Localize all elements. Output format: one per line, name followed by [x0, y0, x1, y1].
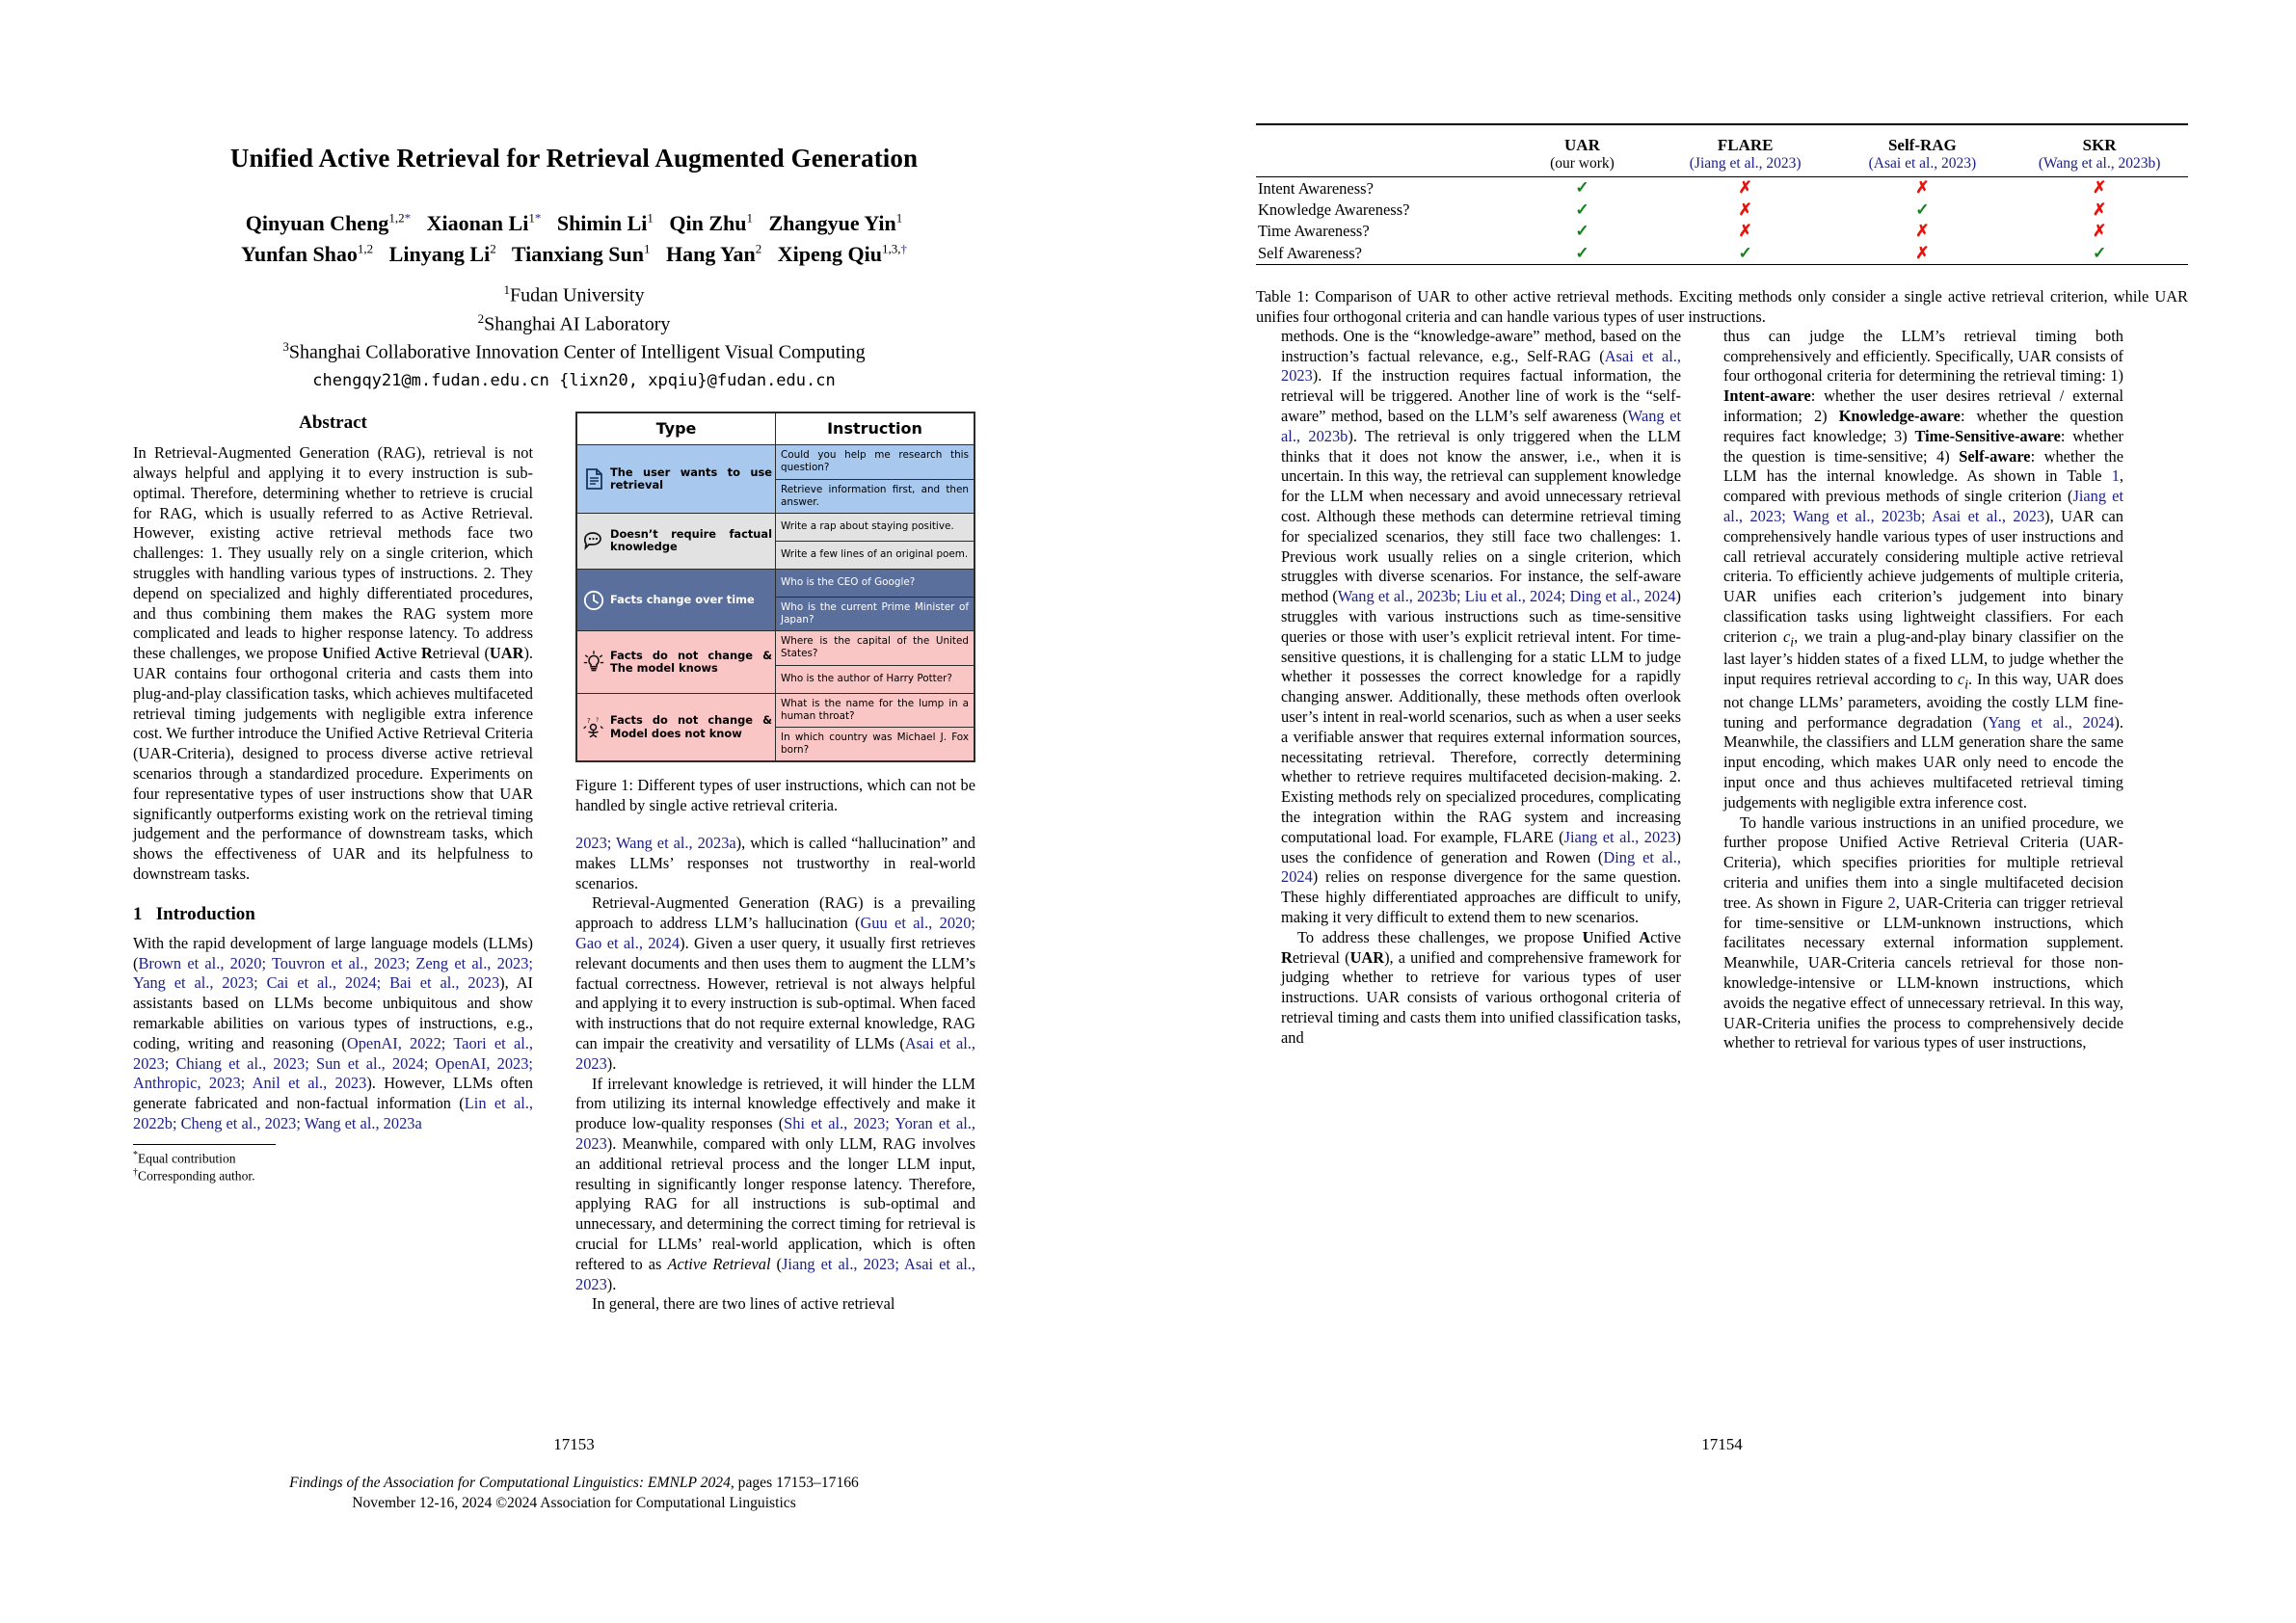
- citation-group[interactable]: Ding et al., 2024: [1281, 847, 1681, 887]
- column-name: Self-RAG: [1887, 136, 1957, 154]
- affiliation-3: [0, 338, 1148, 367]
- footnote-block: [133, 1144, 533, 1184]
- table-1-col-skr: [2011, 131, 2188, 173]
- footnote-rule: [133, 1144, 276, 1145]
- criterion-knowledge-aware: Knowledge-aware: [1838, 407, 1961, 426]
- figure-1-type-cell: [576, 569, 776, 630]
- right-col2-paragraph-1: [1723, 327, 2123, 813]
- corresponding-marker: †: [900, 241, 907, 256]
- author-list: [0, 208, 1148, 270]
- svg-text:?: ?: [596, 716, 600, 724]
- section-title: Introduction: [155, 903, 255, 924]
- figure-1-type-cell: [576, 693, 776, 761]
- citation-group[interactable]: Guu et al., 2020; Gao et al., 2024: [575, 914, 975, 952]
- table-1-header-row: [1256, 131, 2188, 173]
- right-page-columns: [1148, 327, 2296, 1053]
- table-1-cell: ✗: [1915, 243, 1930, 262]
- criterion-self-aware: Self-aware: [1959, 446, 2031, 466]
- figure-1-type-cell: [576, 513, 776, 569]
- author-affil-sup: 2: [755, 241, 762, 256]
- figure-1-type-label: Facts do not change & Model does not know: [610, 713, 772, 740]
- page-range: , pages 17153–17166: [730, 1475, 859, 1491]
- figure-1-instruction-cell: Could you help me research this question?: [776, 445, 975, 479]
- footnote-corresponding-author: [133, 1167, 533, 1184]
- table-1-bottom-rule: [1256, 264, 2188, 269]
- paragraph-text: : whether the user desires retrieval / external information; 2): [1723, 386, 2123, 426]
- paragraph-text: ) uses the confidence of generation and Rowen (: [1281, 827, 1681, 866]
- emphasis-active-retrieval: Active Retrieval: [667, 1254, 771, 1273]
- right-column-1: [1281, 327, 1681, 1053]
- document-icon: [581, 466, 606, 492]
- column-name: UAR: [1564, 136, 1600, 154]
- column-name: FLARE: [1717, 136, 1774, 154]
- paragraph-text: : whether the question is time-sensitive; 4): [1723, 426, 2123, 466]
- author-name: Linyang Li: [388, 242, 491, 267]
- abstract-bold-u: U: [322, 644, 334, 663]
- figure-1-col-header-type: Type: [576, 412, 776, 445]
- page-right: [1148, 0, 2296, 1623]
- page-title: Unified Active Retrieval for Retrieval Augmented Generation: [229, 144, 919, 173]
- paragraph-text: methods. One is the “knowledge-aware” method, based on the instruction’s factual relevance, e.g., Self-RAG (: [1281, 326, 1681, 365]
- footnote-text: Corresponding author.: [138, 1168, 255, 1184]
- table-1-top-rule: [1256, 124, 2188, 131]
- publication-line-2: November 12-16, 2024 ©2024 Association for Computational Linguistics: [352, 1495, 796, 1512]
- figure-1-row-facts-change-over-time: [576, 569, 974, 597]
- page-number-left: 17153: [553, 1435, 595, 1453]
- author-line-2: [0, 239, 1148, 270]
- paragraph-text: thus can judge the LLM’s retrieval timing both comprehensively and efficiently. Specifically, UAR consists of four orthogonal criteria for determining the retrieval timing: 1): [1723, 326, 2123, 386]
- affil-sup: 1: [503, 282, 511, 298]
- table-1-row-label: Self Awareness?: [1258, 243, 1362, 262]
- table-1-cell: ✓: [1575, 178, 1589, 198]
- bold-a: A: [1639, 927, 1651, 946]
- paragraph-text: ).: [606, 1053, 617, 1073]
- left-col2-paragraph-2: [575, 893, 975, 1074]
- math-subscript-i: i: [1790, 634, 1795, 650]
- figure-1-instruction-cell: Who is the current Prime Minister of Japan?: [776, 597, 975, 630]
- affiliations: [0, 281, 1148, 367]
- paragraph-text: ctive: [1650, 927, 1681, 946]
- bold-u: U: [1582, 927, 1594, 946]
- paragraph-text: nified: [1593, 927, 1640, 946]
- figure-reference-link[interactable]: 2: [1887, 892, 1896, 912]
- figure-1-instruction-cell: Write a rap about staying positive.: [776, 513, 975, 541]
- table-1-cell: ✗: [2092, 200, 2107, 219]
- table-1-row-label: Knowledge Awareness?: [1258, 200, 1410, 220]
- figure-1-caption: Figure 1: Different types of user instructions, which can not be handled by single active retrieval criteria.: [575, 776, 975, 815]
- author-name: Tianxiang Sun: [511, 242, 645, 267]
- equal-contrib-marker: *: [404, 211, 412, 226]
- criterion-time-sensitive-aware: Time-Sensitive-aware: [1914, 426, 2061, 445]
- author-name: Zhangyue Yin: [768, 211, 896, 236]
- author-name: Shimin Li: [556, 211, 648, 236]
- affiliation-text: Fudan University: [510, 284, 645, 306]
- column-citation[interactable]: (Jiang et al., 2023): [1689, 155, 1802, 173]
- confused-person-icon: [581, 715, 606, 740]
- abstract-part-4: etrieval (: [432, 644, 490, 663]
- publication-footer: [0, 1473, 1148, 1513]
- paragraph-text: ).: [606, 1274, 617, 1293]
- author-line-1: [0, 208, 1148, 239]
- paragraph-text: ). Meanwhile, compared with only LLM, RAG involves an additional retrieval process and the longer LLM input, resulting in significantly longer response latency. Therefore, applying RAG for all instructions is sub-optimal and unnecessary, and determining the correct timing for retrieval is crucial for LLMs’ real-world application, which is often reftered to as: [575, 1133, 975, 1273]
- abstract-bold-r: R: [420, 644, 433, 663]
- citation-group[interactable]: Jiang et al., 2023; Wang et al., 2023b; Asai et al., 2023: [1723, 487, 2123, 526]
- section-number: 1: [133, 903, 143, 924]
- table-row: [1256, 177, 2188, 200]
- affil-sup: 2: [477, 310, 485, 326]
- lightbulb-icon: [581, 650, 606, 675]
- paragraph-text: To handle various instructions in an unified procedure, we further propose Unified Active Retrieval Criteria (UAR-Criteria), which specifies priorities for multiple retrieval criteria and unifies them into a single multifaceted decision tree. As shown in Figure: [1723, 812, 2123, 912]
- author-name: Hang Yan: [666, 242, 756, 267]
- abstract-part-2: nified: [333, 644, 375, 663]
- math-symbol-c: c: [1783, 626, 1791, 646]
- figure-1-type-cell: [576, 445, 776, 514]
- table-1-cell: ✓: [1575, 243, 1589, 262]
- table-1-wrapper: [1148, 0, 2296, 269]
- math-subscript-i: i: [1964, 677, 1969, 692]
- paragraph-text: ). The retrieval is only triggered when the LLM thinks that it does not know the answer, i.e., when it is uncertain. In this way, the retrieval can supplement knowledge for the LLM when necessary and avoid unnecessary retrieval cost. Although these methods can determine retrieval timing for specialized scenarios, they still face two challenges: 1. Previous work usually relies on a single criterion, which struggles with diverse scenarios. For instance, the self-aware method (: [1281, 426, 1681, 606]
- title-block: [0, 0, 1148, 390]
- figure-1-instruction-cell: In which country was Michael J. Fox born?: [776, 728, 975, 762]
- bold-uar: UAR: [1349, 947, 1385, 967]
- author-affil-sup: 1,2: [388, 211, 405, 226]
- author-name: Qin Zhu: [669, 211, 747, 236]
- paragraph-text: , UAR-Criteria can trigger retrieval for time-sensitive or LLM-unknown instructions, which facilitates necessary external information supplement. Meanwhile, UAR-Criteria cancels retrieval for those non-knowledge-intensive or LLM-known instructions, which avoids the negative effect of unnecessary retrieval. In this way, UAR-Criteria unifies the process to comprehensively decide whether to retrieval for various types of user instructions,: [1723, 892, 2123, 1052]
- paragraph-text: . In this way, UAR does not change LLMs’ parameters, avoiding the costly LLM fine-tuning and performance degradation (: [1723, 670, 2123, 732]
- paragraph-text: etrieval (: [1292, 947, 1350, 967]
- table-1-cell: ✓: [1575, 200, 1589, 219]
- right-col1-paragraph-2: [1281, 928, 1681, 1049]
- speech-bubble-icon: [581, 528, 606, 553]
- publication-line-1: [0, 1473, 1148, 1493]
- author-name: Xipeng Qiu: [777, 242, 882, 267]
- author-affil-sup: 1: [895, 211, 903, 226]
- author-affil-sup: 1,2: [357, 241, 374, 256]
- paragraph-text: ). Meanwhile, the classifiers and LLM generation share the same input encoding, which makes UAR only need to encode the input once and thus achieves multifaceted retrieval timing judgements with negligible extra inference cost.: [1723, 712, 2123, 812]
- author-name: Qinyuan Cheng: [245, 211, 389, 236]
- author-affil-sup: 1: [746, 211, 753, 226]
- citation-group[interactable]: Lin et al., 2022b; Cheng et al., 2023; Wang et al., 2023a: [133, 1094, 533, 1132]
- author-affil-sup: 1: [528, 211, 535, 226]
- citation-group[interactable]: Wang et al., 2023b: [1281, 407, 1681, 445]
- table-row: [1256, 200, 2188, 221]
- page-number-right: 17154: [1701, 1435, 1743, 1453]
- figure-1-instruction-cell: Retrieve information first, and then answer.: [776, 479, 975, 513]
- intro-part-1: With the rapid development of large language models (LLMs) (: [133, 933, 533, 972]
- column-name: SKR: [2082, 136, 2117, 154]
- paragraph-text: ), a unified and comprehensive framework for judging whether to retrieve for various types of user instructions. UAR consists of various orthogonal criteria of retrieval timing and casts them into unified classification tasks, and: [1281, 947, 1681, 1047]
- contact-emails: chengqy21@m.fudan.edu.cn {lixn20, xpqiu}@fudan.edu.cn: [312, 371, 836, 391]
- author-affil-sup: 2: [490, 241, 496, 256]
- table-1-cell: ✓: [1575, 222, 1589, 241]
- citation-group[interactable]: Shi et al., 2023; Yoran et al., 2023: [575, 1114, 975, 1153]
- table-1-row-label: Time Awareness?: [1258, 222, 1370, 241]
- figure-1-row-facts-static-model-unknown: [576, 693, 974, 727]
- citation-group[interactable]: Yang et al., 2024: [1988, 712, 2115, 732]
- footnote-marker: †: [133, 1166, 138, 1178]
- figure-1-row-user-wants-retrieval: [576, 445, 974, 479]
- abstract-part-5: ). UAR contains four orthogonal criteria and casts them into plug-and-play classification tasks, which achieves multifaceted retrieval timing judgements with negligible extra inference cost. We further introduce the Unified Active Retrieval Criteria (UAR-Criteria), designed to process diverse active retrieval scenarios through a standardized procedure. Experiments on four representative types of user instructions show that UAR significantly outperforms existing work on the retrieval timing judgement and the performance of downstream tasks, which shows the effectiveness of UAR and its helpfulness to downstream tasks.: [133, 644, 533, 883]
- clock-icon: [581, 588, 606, 613]
- left-col2-paragraph-3: [575, 1075, 975, 1295]
- footnote-equal-contribution: [133, 1150, 533, 1167]
- figure-1-instruction-cell: Where is the capital of the United States?: [776, 631, 975, 665]
- figure-1-type-label: Facts change over time: [610, 592, 755, 606]
- left-page-columns: [0, 412, 1148, 1315]
- paragraph-text: If irrelevant knowledge is retrieved, it will hinder the LLM from utilizing its internal knowledge effectively and make it produce low-quality responses (: [575, 1074, 975, 1133]
- table-1-cell: ✗: [1915, 178, 1930, 198]
- citation-group[interactable]: Asai et al., 2023: [575, 1033, 975, 1073]
- table-1-col-selfrag: [1834, 131, 2012, 173]
- figure-1-type-label: The user wants to use retrieval: [610, 465, 772, 492]
- svg-text:?: ?: [587, 716, 591, 725]
- equal-contrib-marker: *: [534, 211, 542, 226]
- table-1-cell: ✗: [2092, 178, 2107, 198]
- abstract-text: [133, 443, 533, 885]
- citation-group[interactable]: 2023; Wang et al., 2023a: [575, 833, 736, 852]
- table-1-cell: ✓: [2092, 243, 2107, 262]
- citation-group[interactable]: Wang et al., 2023b; Liu et al., 2024; Ding et al., 2024: [1337, 587, 1676, 606]
- abstract-bold-uar: UAR: [489, 644, 524, 663]
- table-row: [1256, 243, 2188, 265]
- right-col2-paragraph-2: [1723, 813, 2123, 1054]
- figure-1-instruction-cell: Write a few lines of an original poem.: [776, 541, 975, 569]
- table-row: [1256, 221, 2188, 242]
- author-affil-sup: 1: [644, 241, 651, 256]
- intro-part-2: ), AI assistants based on LLMs become unbiquitous and show remarkable abilities on various types of instructions, e.g., coding, writing and reasoning (: [133, 973, 534, 1052]
- figure-1-type-label: Facts do not change & The model knows: [610, 648, 772, 675]
- section-heading-introduction: [133, 903, 533, 926]
- abstract-heading: Abstract: [299, 412, 367, 434]
- paragraph-text: ), UAR can comprehensively handle various types of user instructions and call retrieval accurately considering multiple active retrieval criteria. To efficiently achieve judgements of multiple criteria, UAR unifies each criterion’s judgement into binary classification tasks using lightweight classifiers. For each criterion: [1723, 507, 2123, 646]
- table-1-col-flare: [1657, 131, 1834, 173]
- figure-1: [575, 412, 975, 816]
- figure-1-col-header-instruction: Instruction: [776, 412, 975, 445]
- figure-1-row-no-factual-knowledge: [576, 513, 974, 541]
- column-subtitle: (our work): [1550, 155, 1615, 173]
- right-col1-paragraph-1: [1281, 327, 1681, 928]
- citation-group[interactable]: Brown et al., 2020; Touvron et al., 2023; Zeng et al., 2023; Yang et al., 2023; Cai et al., 2024; Bai et al., 2023: [133, 953, 533, 993]
- paragraph-text: Retrieval-Augmented Generation (RAG) is a prevailing approach to address LLM’s hallucination (: [575, 893, 975, 933]
- table-1: [1256, 123, 2188, 269]
- figure-1-instruction-cell: Who is the CEO of Google?: [776, 569, 975, 597]
- paragraph-text: : whether the question requires fact knowledge; 3): [1723, 407, 2123, 445]
- table-1-cell: ✗: [1738, 200, 1752, 219]
- paragraph-text: ), which is called “hallucination” and makes LLMs’ responses not trustworthy in real-world scenarios.: [575, 833, 975, 892]
- right-column-2: [1723, 327, 2123, 1053]
- table-1-caption: Table 1: Comparison of UAR to other active retrieval methods. Exciting methods only consider a single active retrieval criterion, while UAR unifies four orthogonal criteria and can handle various types of user instructions.: [1256, 286, 2188, 326]
- paragraph-text: ) struggles with various instructions such as time-sensitive queries or those with user’s explicit retrieval intent. For time-sensitive questions, it is challenging for a static LLM to judge whether it possesses the correct knowledge for a rapidly changing answer. Additionally, these methods often overlook user’s intent in real-world scenarios, such as when a user seeks a verifiable answer that requires external information sources, necessitating retrieval. Therefore, correctly determining whether to retrieve requires multifaceted decision-making. 2. Existing methods rely on specialized procedures, complicating the integration within the RAG system and increasing computational load. For example, FLARE (: [1281, 587, 1681, 846]
- figure-1-instruction-cell: Who is the author of Harry Potter?: [776, 665, 975, 693]
- paragraph-text: ) relies on response divergence for the same question. These highly differentiated approaches are difficult to unify, making it very difficult to extend them to new scenarios.: [1281, 867, 1681, 926]
- math-symbol-c: c: [1957, 670, 1965, 689]
- abstract-part-1: In Retrieval-Augmented Generation (RAG), retrieval is not always helpful and applying it to every instruction is sub-optimal. Therefore, determining whether to retrieve is crucial for RAG, which is usually referred to as Active Retrieval. However, existing active retrieval methods face two challenges: 1. They usually rely on a single criterion, which struggles with handling various types of instructions. 2. They depend on specialized and highly differentiated procedures, and thus combining them makes the RAG system more complicated and leads to higher response latency. To address these challenges, we propose: [133, 443, 533, 663]
- left-col2-paragraph-4: In general, there are two lines of active retrieval: [592, 1294, 895, 1314]
- abstract-bold-a: A: [374, 644, 387, 663]
- criterion-intent-aware: Intent-aware: [1723, 386, 1811, 406]
- affiliation-2: [0, 310, 1148, 339]
- table-1-cell: ✗: [2092, 222, 2107, 241]
- table-1-cell: ✗: [1738, 222, 1752, 241]
- table-1-cell: ✗: [1915, 222, 1930, 241]
- left-column-1: [133, 412, 533, 1315]
- left-column-2: [575, 412, 975, 1315]
- bold-r: R: [1281, 947, 1293, 967]
- table-1-row-label: Intent Awareness?: [1258, 178, 1374, 198]
- table-reference-link[interactable]: 1: [2111, 466, 2120, 486]
- affiliation-1: [0, 281, 1148, 310]
- intro-paragraph-1: [133, 934, 533, 1134]
- paragraph-text: : whether the LLM has the internal knowledge. As shown in Table: [1723, 446, 2123, 486]
- paragraph-text: , we train a plug-and-play binary classifier on the last layer’s hidden states of a fixed LLM, to judge whether the input requires retrieval according to: [1723, 626, 2123, 689]
- author-name: Yunfan Shao: [241, 242, 358, 267]
- footnote-marker: *: [133, 1149, 138, 1160]
- abstract-part-3: ctive: [386, 644, 421, 663]
- table-1-cell: ✓: [1738, 243, 1752, 262]
- author-name: Xiaonan Li: [426, 211, 529, 236]
- figure-1-type-label: Doesn’t require factual knowledge: [610, 526, 772, 554]
- affiliation-text: Shanghai AI Laboratory: [484, 313, 671, 335]
- figure-1-header-row: [576, 412, 974, 445]
- paragraph-text: (: [770, 1254, 783, 1273]
- table-1-col-uar: [1508, 131, 1657, 173]
- paragraph-text: To address these challenges, we propose: [1297, 927, 1583, 946]
- citation-group[interactable]: Asai et al., 2023: [1281, 346, 1682, 386]
- venue-name: Findings of the Association for Computational Linguistics: EMNLP 2024: [289, 1475, 731, 1491]
- table-1-cell: ✗: [1738, 178, 1752, 198]
- affil-sup: 3: [282, 339, 289, 355]
- figure-1-instruction-cell: What is the name for the lump in a human throat?: [776, 693, 975, 727]
- citation-group[interactable]: Jiang et al., 2023: [1563, 827, 1676, 846]
- intro-part-3: ). However, LLMs often generate fabricated and non-factual information (: [133, 1074, 533, 1113]
- citation-group[interactable]: OpenAI, 2022; Taori et al., 2023; Chiang et al., 2023; Sun et al., 2024; OpenAI, 2023; Anthropic, 2023; Anil et al., 2023: [133, 1033, 534, 1093]
- left-col2-paragraph-1: [575, 834, 975, 893]
- footnote-text: Equal contribution: [138, 1151, 236, 1166]
- paragraph-text: ). Given a user query, it usually first retrieves relevant documents and then uses them to augment the LLM’s factual correctness. However, retrieval is not always helpful and applying it to every instruction is sub-optimal. When faced with instructions that do not require external knowledge, RAG can impair the creativity and versatility of LLMs (: [575, 933, 976, 1052]
- column-citation[interactable]: (Asai et al., 2023): [1868, 155, 1977, 173]
- table-1-cell: ✓: [1915, 200, 1930, 219]
- column-citation[interactable]: (Wang et al., 2023b): [2038, 155, 2161, 173]
- paragraph-text: , compared with previous methods of single criterion (: [1723, 466, 2123, 506]
- figure-1-table: [575, 412, 975, 762]
- paragraph-text: ). If the instruction requires factual information, the retrieval will be triggered. Another line of work is the “self-aware” method, based on the LLM’s self awareness (: [1281, 366, 1681, 426]
- affiliation-text: Shanghai Collaborative Innovation Center of Intelligent Visual Computing: [288, 342, 866, 364]
- figure-1-row-facts-static-model-knows: [576, 631, 974, 665]
- citation-group[interactable]: Jiang et al., 2023; Asai et al., 2023: [575, 1254, 975, 1293]
- author-affil-sup: 1,3,: [881, 241, 901, 256]
- figure-1-type-cell: [576, 631, 776, 693]
- author-affil-sup: 1: [647, 211, 654, 226]
